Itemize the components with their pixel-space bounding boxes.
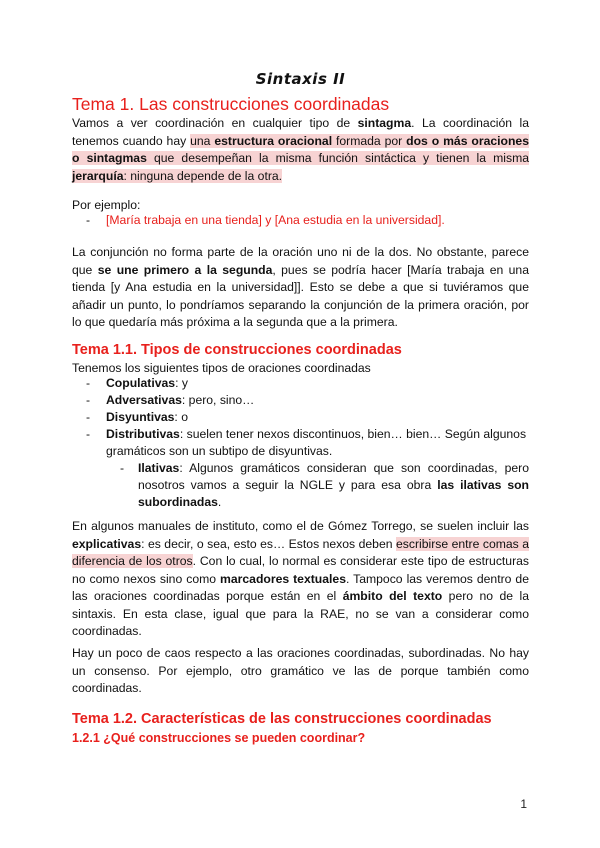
heading-tema-1-1: Tema 1.1. Tipos de construcciones coordinadas [72, 342, 402, 358]
chaos-paragraph: Hay un poco de caos respecto a las oraciones coordinadas, subordinadas. No hay un consenso. Por ejemplo, otro gramático ve las de porque también como coordinadas. [72, 646, 529, 695]
intro-paragraph: Vamos a ver coordinación en cualquier tipo de sintagma. La coordinación la tenemos cuando hay una estructura oracional formada por dos o más oraciones o sintagmas que desempeñan la misma función sintáctica y tienen la misma jerarquía: ninguna depende de la otra. [72, 116, 529, 183]
conjunction-paragraph: La conjunción no forma parte de la oración uno ni de la dos. No obstante, parece que se une primero a la segunda, pues se podría hacer [María trabaja en una tienda [y Ana estudia en la universidad]]. Esto se debe a que si tuviéramos que añadir un punto, lo pondríamos separando la conjunción de la primera oración, por lo que quedaría más próxima a la segunda que a la primera. [72, 245, 529, 329]
list-item: - Adversativas: pero, sino… [86, 393, 255, 407]
list-item: - [María trabaja en una tienda] y [Ana estudia en la universidad]. [86, 213, 445, 227]
types-intro: Tenemos los siguientes tipos de oraciones coordinadas [72, 361, 371, 375]
example-list [86, 212, 529, 229]
list-item: - Distributivas: suelen tener nexos discontinuos, bien… bien… Según algunos gramáticos son un subtipo de disyuntivas. [86, 427, 527, 458]
types-list [86, 375, 529, 511]
heading-tema-1-2: Tema 1.2. Características de las construcciones coordinadas [72, 711, 492, 727]
page-number: 1 [520, 797, 527, 811]
sub-list-item: - Ilativas: Algunos gramáticos consideran que son coordinadas, pero nosotros vamos a seguir la NGLE y para esa obra las ilativas son subordinadas. [120, 461, 529, 509]
list-item: - Disyuntivas: o [86, 410, 188, 424]
heading-1-2-1: 1.2.1 ¿Qué construcciones se pueden coordinar? [72, 731, 366, 745]
manuals-paragraph: En algunos manuales de instituto, como el de Gómez Torrego, se suelen incluir las explicativas: es decir, o sea, esto es… Estos nexos deben escribirse entre comas a diferencia de los otros. Con lo cual, lo normal es considerar este tipo de estructuras no como nexos sino como marcadores textuales. Tampoco las veremos dentro de las oraciones coordinadas porque están en el ámbito del texto pero no de la sintaxis. En esta clase, igual que para la RAE, no se van a considerar como coordinadas. [72, 519, 530, 638]
heading-tema-1: Tema 1. Las construcciones coordinadas [72, 94, 390, 114]
list-item: - Copulativas: y [86, 376, 188, 390]
document-title: Sintaxis II [255, 70, 346, 88]
example-label: Por ejemplo: [72, 198, 141, 212]
